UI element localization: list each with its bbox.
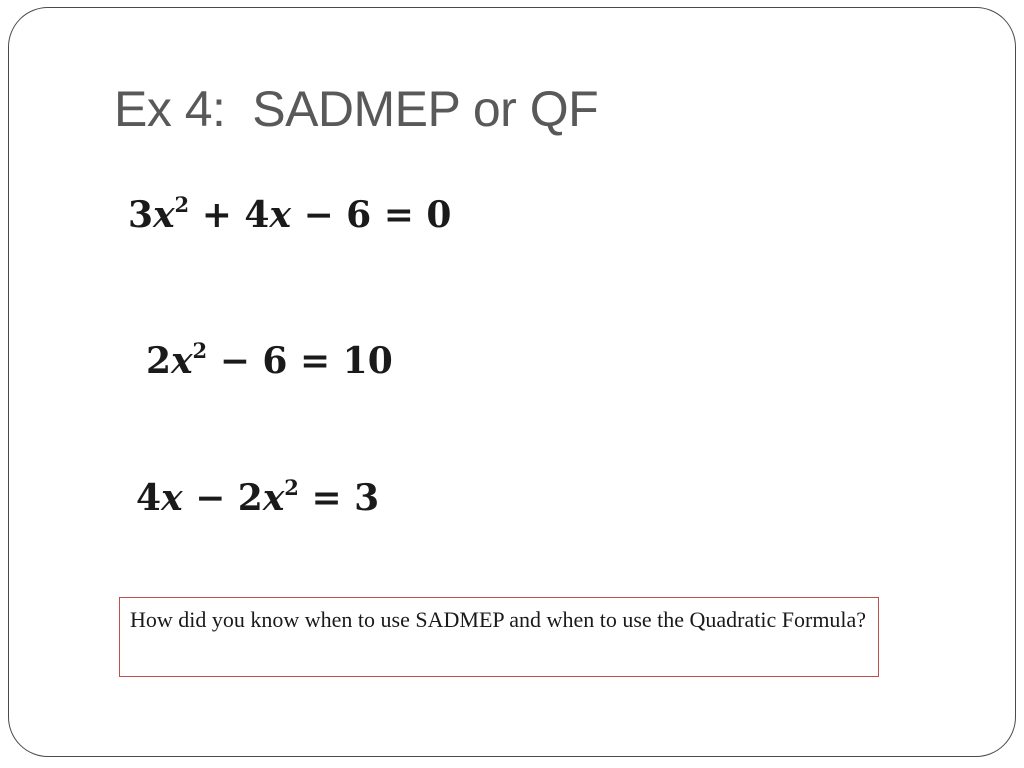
slide-title: Ex 4: SADMEP or QF — [114, 81, 599, 137]
question-box — [119, 597, 879, 677]
equation-2: $2x^2 - 6 = 10$ — [146, 338, 393, 382]
equation-3: $4x - 2x^2 = 3$ — [136, 475, 380, 519]
question-text: How did you know when to use SADMEP and when to use the Quadratic Formula? — [130, 607, 867, 632]
equation-1: $3x^2 + 4x - 6 = 0$ — [128, 192, 452, 236]
